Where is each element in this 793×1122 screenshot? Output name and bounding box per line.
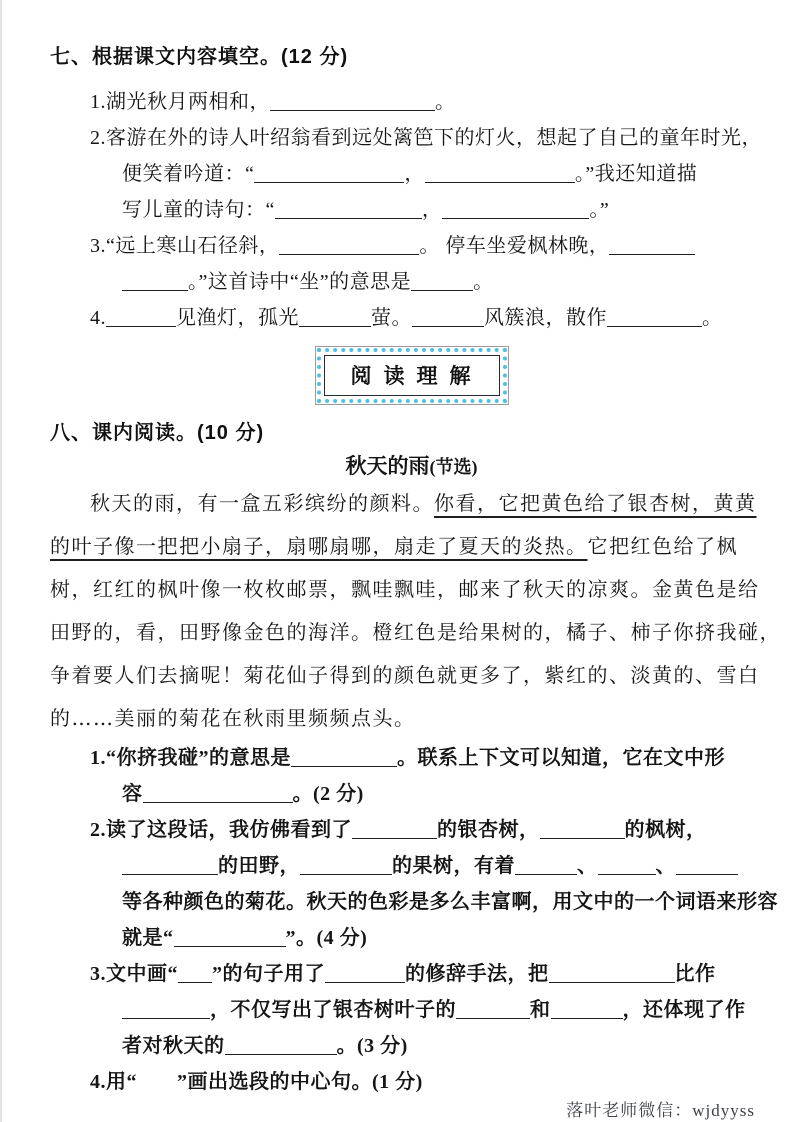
text-run: ， — [421, 199, 443, 221]
text-run: 。” — [589, 199, 610, 221]
text-run: 风簇浪，散作 — [484, 307, 607, 329]
answer-blank — [106, 308, 176, 327]
text-line — [90, 812, 763, 848]
answer-blank — [300, 856, 392, 875]
answer-blank — [291, 748, 397, 767]
answer-blank — [325, 964, 405, 983]
text-run: 的……美丽的菊花在秋雨里频频点头。 — [50, 706, 416, 730]
text-line — [50, 611, 781, 654]
text-run: ”画出选段的中心句。(1 分) — [177, 1071, 423, 1093]
text-run: 、 — [655, 855, 676, 877]
text-run: 。(2 分) — [292, 783, 364, 805]
text-run: 。”这首诗中“坐”的意思是 — [188, 271, 412, 293]
text-line — [50, 525, 763, 568]
underlined-sentence: 你看，它把黄色给了银杏树，黄黄 — [434, 491, 757, 515]
text-line — [122, 776, 763, 812]
answer-blank — [122, 1000, 210, 1019]
answer-blank — [279, 236, 419, 255]
text-run: 比作 — [674, 963, 716, 985]
text-run: 2.客游在外的诗人叶绍翁看到远处篱笆下的灯火，想起了自己的童年时光， — [90, 127, 762, 149]
text-line — [50, 482, 763, 525]
text-line — [122, 192, 763, 228]
answer-blank — [549, 964, 675, 983]
text-line — [122, 264, 763, 300]
text-line — [90, 84, 763, 120]
text-line — [122, 848, 763, 884]
passage-title-main: 秋天的雨 — [345, 454, 430, 478]
answer-blank — [178, 964, 212, 983]
wavy-line-mark — [137, 1072, 177, 1092]
text-line — [90, 120, 763, 156]
text-line — [90, 300, 763, 336]
answer-blank — [598, 856, 656, 875]
passage-title — [60, 450, 763, 482]
answer-blank — [122, 856, 218, 875]
text-run: ，还体现了作 — [622, 999, 746, 1021]
text-run: 。联系上下文可以知道，它在文中形 — [397, 747, 725, 769]
text-run: ”的句子用了 — [212, 963, 325, 985]
text-line — [90, 740, 763, 776]
answer-blank — [174, 928, 286, 947]
reading-comprehension-banner — [60, 348, 763, 406]
text-run: 田野的，看，田野像金色的海洋。橙红色是给果树的，橘子、柿子你挤我碰， — [50, 620, 781, 644]
answer-blank — [442, 200, 589, 219]
underlined-sentence: 的叶子像一把把小扇子，扇哪扇哪，扇走了夏天的炎热。 — [50, 534, 588, 558]
answer-blank — [456, 1000, 530, 1019]
passage-text — [50, 482, 781, 740]
text-run: 的田野， — [218, 855, 300, 877]
teacher-wechat-watermark: 落叶老师微信：wjdyyss — [566, 1101, 755, 1120]
text-run: 。(3 分) — [336, 1035, 408, 1057]
answer-blank — [425, 164, 575, 183]
section-7-fill-in-blanks — [50, 84, 763, 336]
text-run: 、 — [577, 855, 598, 877]
text-run: 秋天的雨，有一盒五彩缤纷的颜料。 — [90, 491, 434, 515]
section-8-heading: 八、课内阅读。(10 分) — [50, 422, 265, 444]
text-run: 者对秋天的 — [122, 1035, 225, 1057]
text-run: 争着要人们去摘呢！菊花仙子得到的颜色就更多了，紫红的、淡黄的、雪白 — [50, 663, 760, 687]
answer-blank — [122, 272, 188, 291]
section-7-heading: 七、根据课文内容填空。(12 分) — [50, 46, 349, 68]
text-run: 。 — [473, 271, 494, 293]
answer-blank — [411, 272, 473, 291]
text-line — [50, 654, 763, 697]
text-line — [50, 697, 763, 740]
answer-blank — [515, 856, 577, 875]
text-run: 便笑着吟道：“ — [122, 163, 255, 185]
text-run: 2.读了这段话，我仿佛看到了 — [90, 819, 352, 841]
text-run: 萤。 — [371, 307, 412, 329]
text-run: 见渔灯，孤光 — [176, 307, 299, 329]
answer-blank — [551, 1000, 623, 1019]
text-line — [90, 1064, 763, 1100]
answer-blank — [299, 308, 371, 327]
text-line — [122, 920, 763, 956]
text-line — [50, 568, 763, 611]
text-run: 。 停车坐爱枫林晚， — [419, 235, 610, 257]
text-run: 3.文中画“ — [90, 963, 178, 985]
text-run: ”。(4 分) — [285, 927, 368, 949]
answer-blank — [270, 92, 435, 111]
section-8-questions — [50, 740, 778, 1100]
text-run: 等各种颜色的菊花。秋天的色彩是多么丰富啊，用文中的一个词语来形容 — [122, 891, 778, 913]
banner-label: 阅读理解 — [324, 355, 500, 396]
text-run: 写儿童的诗句：“ — [122, 199, 275, 221]
banner-lace-border — [317, 348, 507, 403]
text-line — [122, 884, 778, 920]
text-run: 。 — [702, 307, 723, 329]
text-line — [90, 956, 763, 992]
text-line — [122, 156, 763, 192]
text-line — [90, 228, 763, 264]
text-run: 4.用“ — [90, 1071, 137, 1093]
text-run: ，不仅写出了银杏树叶子的 — [210, 999, 456, 1021]
text-run: ， — [404, 163, 425, 185]
text-run: 树，红红的枫叶像一枚枚邮票，飘哇飘哇，邮来了秋天的凉爽。金黄色是给 — [50, 577, 760, 601]
text-run: 。”我还知道描 — [574, 163, 698, 185]
text-run: 就是“ — [122, 927, 174, 949]
answer-blank — [607, 308, 702, 327]
answer-blank — [254, 164, 404, 183]
text-run: 的果树，有着 — [392, 855, 515, 877]
text-run: 的银杏树， — [437, 819, 540, 841]
answer-blank — [412, 308, 484, 327]
text-run: 。 — [435, 91, 456, 113]
answer-blank — [676, 856, 738, 875]
text-run: 的枫树， — [624, 819, 707, 841]
text-run: 1.“你挤我碰”的意思是 — [90, 747, 291, 769]
text-run: 和 — [530, 999, 551, 1021]
text-run: 1.湖光秋月两相和， — [90, 91, 270, 113]
answer-blank — [540, 820, 625, 839]
text-run: 它把红色给了枫 — [587, 534, 738, 558]
answer-blank — [225, 1036, 337, 1055]
text-run: 3.“远上寒山石径斜， — [90, 235, 280, 257]
text-line — [122, 1028, 763, 1064]
answer-blank — [609, 236, 695, 255]
answer-blank — [143, 784, 293, 803]
text-line — [122, 992, 763, 1028]
answer-blank — [275, 200, 422, 219]
text-run: 容 — [122, 783, 143, 805]
text-run: 的修辞手法，把 — [405, 963, 549, 985]
passage-title-sub: (节选) — [429, 457, 478, 477]
text-run: 4. — [90, 307, 106, 329]
answer-blank — [352, 820, 437, 839]
